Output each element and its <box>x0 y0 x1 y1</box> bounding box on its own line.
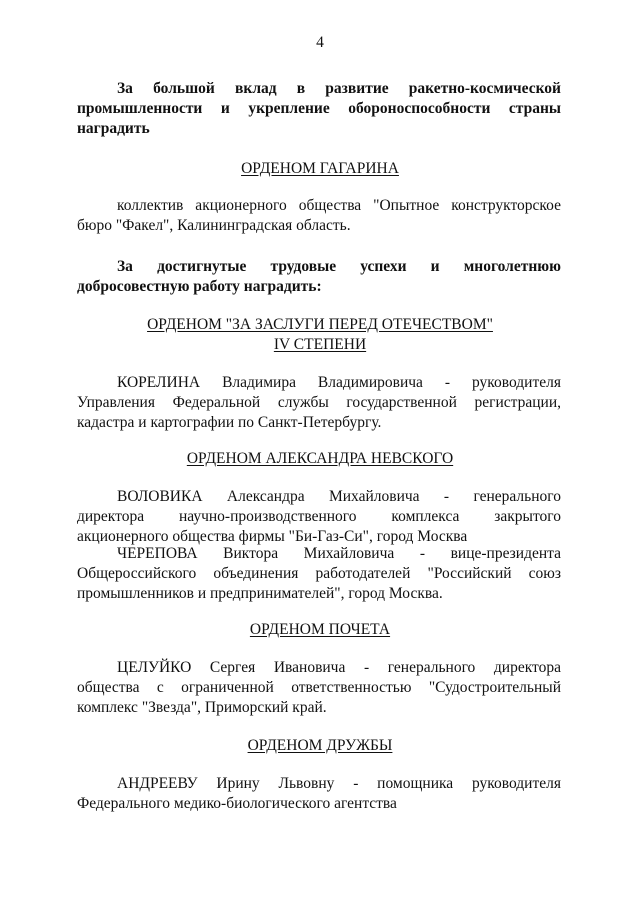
award-recipient-tseluyko <box>77 658 561 718</box>
award-recipient-cherepov <box>77 544 561 604</box>
text-line: кадастра и картографии по Санкт-Петербургу. <box>77 414 382 431</box>
heading-text: ОРДЕНОМ ПОЧЕТА <box>249 621 391 638</box>
text-line: наградить <box>77 120 150 137</box>
text-line: директора научно-производственного комплекса закрытого <box>77 508 561 525</box>
award-heading-honor <box>0 620 640 640</box>
text-line: Управления Федеральной службы государственной регистрации, <box>77 394 561 411</box>
page-number: 4 <box>316 34 324 51</box>
text-line: добросовестную работу наградить: <box>77 278 322 295</box>
heading-text: ОРДЕНОМ ДРУЖБЫ <box>247 737 393 754</box>
award-heading-friendship <box>0 736 640 756</box>
award-recipient-volovik <box>77 487 561 547</box>
text-line: Общероссийского объединения работодателей "Российский союз <box>77 565 561 582</box>
heading-text: ОРДЕНОМ АЛЕКСАНДРА НЕВСКОГО <box>186 450 454 467</box>
award-heading-nevsky <box>0 449 640 469</box>
intro-paragraph-labor <box>77 257 561 297</box>
text-line: За большой вклад в развитие ракетно-космической <box>117 80 561 97</box>
text-line: ВОЛОВИКА Александра Михайловича - генерального <box>117 488 561 505</box>
heading-text: IV СТЕПЕНИ <box>273 336 367 353</box>
heading-text: ОРДЕНОМ ГАГАРИНА <box>241 160 399 177</box>
text-line: промышленников и предпринимателей", город Москва. <box>77 585 443 602</box>
text-line: Федерального медико-биологического агентства <box>77 795 397 812</box>
text-line: бюро "Факел", Калининградская область. <box>77 217 351 234</box>
text-line: ЦЕЛУЙКО Сергея Ивановича - генерального директора <box>117 659 561 676</box>
intro-paragraph-space <box>77 79 561 139</box>
text-line: За достигнутые трудовые успехи и многолетнюю <box>117 258 561 275</box>
text-line: АНДРЕЕВУ Ирину Львовну - помощника руководителя <box>117 775 561 792</box>
award-recipient-andreeva <box>77 774 561 814</box>
award-heading-merit-fatherland <box>0 315 640 355</box>
heading-text: ОРДЕНОМ "ЗА ЗАСЛУГИ ПЕРЕД ОТЕЧЕСТВОМ" <box>147 316 493 333</box>
text-line: акционерного общества фирмы "Би-Газ-Си", город Москва <box>77 528 468 545</box>
text-line: комплекс "Звезда", Приморский край. <box>77 699 327 716</box>
text-line: ЧЕРЕПОВА Виктора Михайловича - вице-президента <box>117 545 561 562</box>
award-recipient-korelin <box>77 373 561 433</box>
award-recipient-fakel <box>77 196 561 236</box>
text-line: промышленности и укрепление обороноспособности страны <box>77 100 561 117</box>
text-line: коллектив акционерного общества "Опытное конструкторское <box>117 197 561 214</box>
award-heading-gagarin <box>0 159 640 179</box>
text-line: общества с ограниченной ответственностью "Судостроительный <box>77 679 561 696</box>
text-line: КОРЕЛИНА Владимира Владимировича - руководителя <box>117 374 561 391</box>
